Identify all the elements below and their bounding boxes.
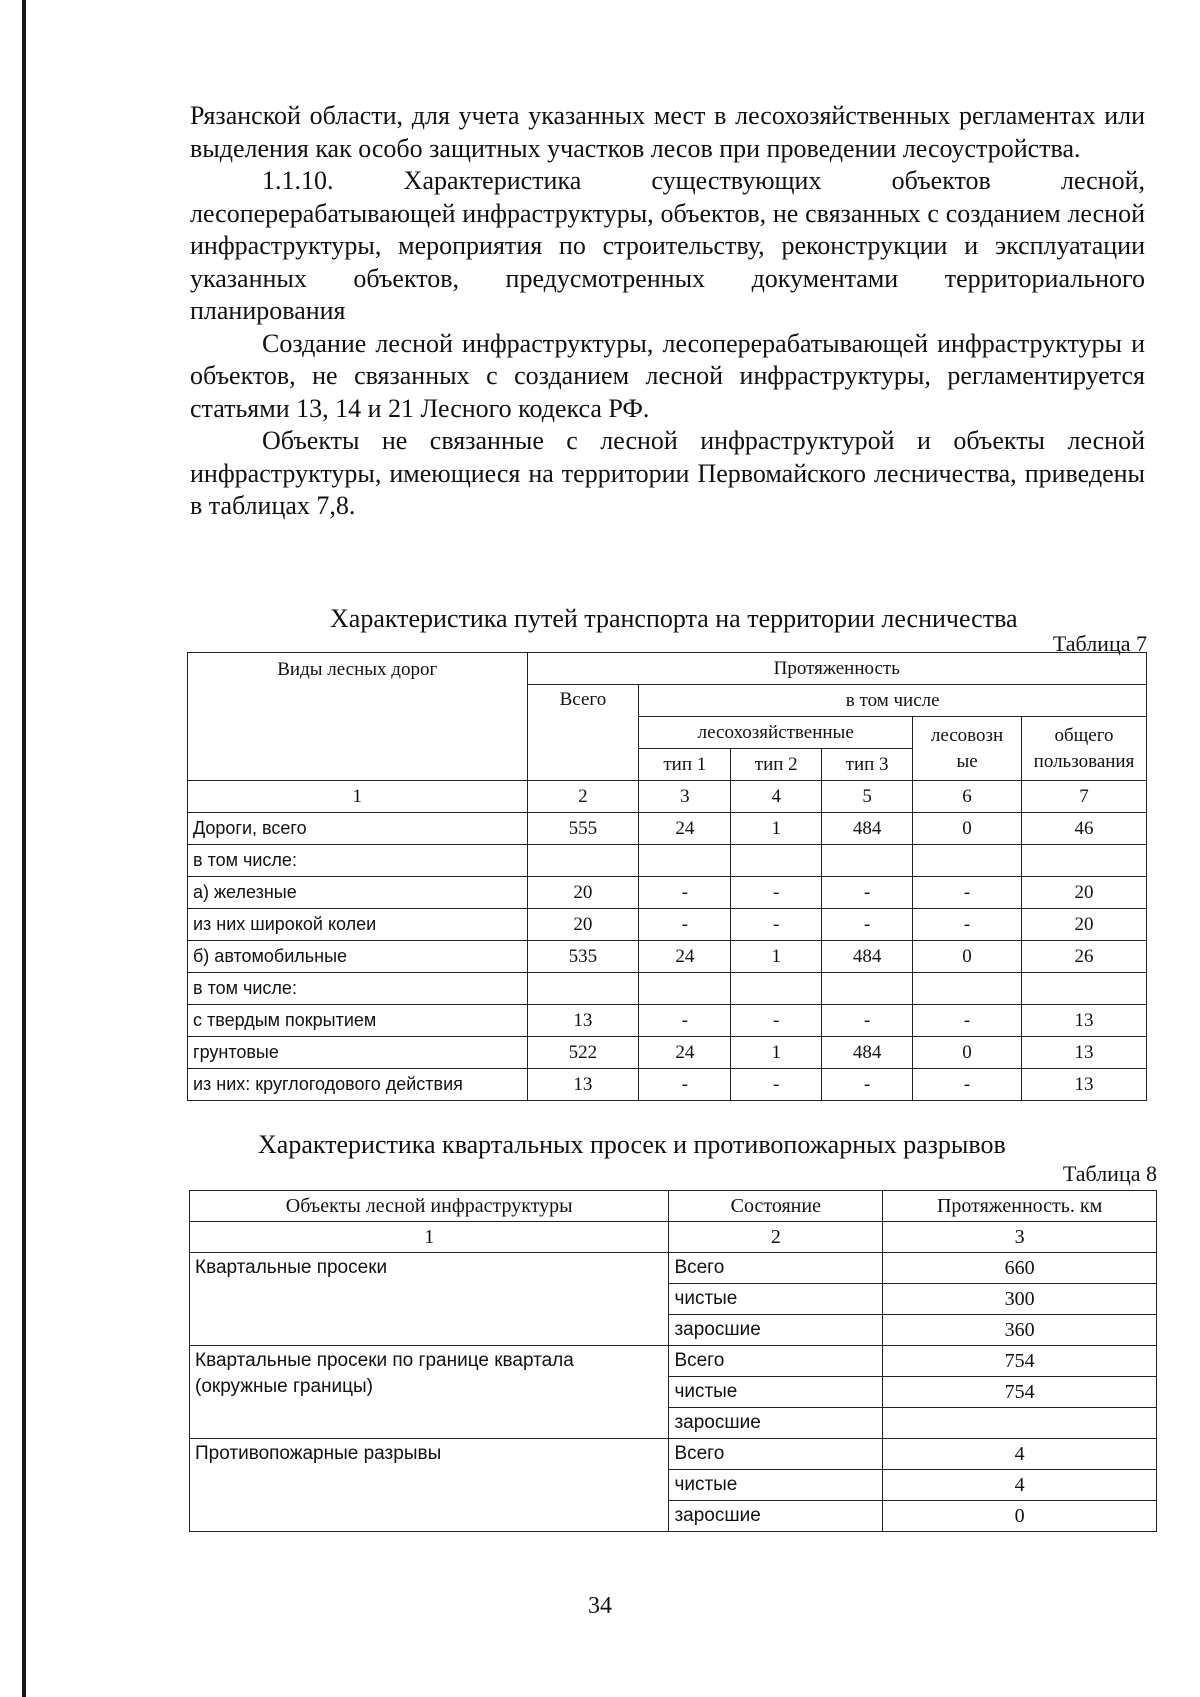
state-cell: Всего bbox=[669, 1346, 883, 1377]
length-cell: 754 bbox=[883, 1377, 1157, 1408]
col-number: 3 bbox=[639, 781, 731, 813]
table-row bbox=[188, 1037, 1147, 1069]
table-row bbox=[188, 909, 1147, 941]
cell-public: 26 bbox=[1022, 941, 1147, 973]
cell-type3: - bbox=[822, 877, 913, 909]
object-label: Противопожарные разрывы bbox=[190, 1439, 669, 1532]
cell-type2 bbox=[731, 973, 822, 1005]
paragraph-continuation: Рязанской области, для учета указанных мест в лесохозяйственных регламентах или выделения как особо защитных участков лесов при проведении лесоустройства. bbox=[190, 101, 1145, 163]
cell-type3 bbox=[822, 845, 913, 877]
object-label: Квартальные просеки bbox=[190, 1253, 669, 1346]
header-road-types: Виды лесных дорог bbox=[188, 653, 528, 781]
header-objects: Объекты лесной инфраструктуры bbox=[190, 1191, 669, 1222]
col-number: 4 bbox=[731, 781, 822, 813]
object-label: Квартальные просеки по границе квартала (окружные границы) bbox=[190, 1346, 669, 1439]
cell-timber bbox=[913, 845, 1022, 877]
length-cell: 4 bbox=[883, 1470, 1157, 1501]
cell-timber: 0 bbox=[913, 941, 1022, 973]
row-label: б) автомобильные bbox=[188, 941, 528, 973]
cell-total bbox=[527, 845, 639, 877]
table8-number: Таблица 8 bbox=[1062, 1161, 1157, 1186]
cell-type3: 484 bbox=[822, 1037, 913, 1069]
table-row bbox=[190, 1439, 1157, 1470]
row-label: с твердым покрытием bbox=[188, 1005, 528, 1037]
cell-type1: 24 bbox=[639, 813, 731, 845]
row-label: Дороги, всего bbox=[188, 813, 528, 845]
header-public: общего пользования bbox=[1022, 717, 1147, 781]
cell-type3: - bbox=[822, 1005, 913, 1037]
section-heading-1-1-10: 1.1.10. Характеристика существующих объектов лесной, лесоперерабатывающей инфраструктуры, объектов, не связанных с созданием лесной инфраструктуры, мероприятия по строительству, реконструкции и эксплуатации указанных объектов, предусмотренных документами территориального планирования bbox=[190, 166, 1145, 325]
table8-clearings-firebreaks bbox=[189, 1190, 1157, 1532]
col-number: 5 bbox=[822, 781, 913, 813]
cell-type1: 24 bbox=[639, 941, 731, 973]
paragraph-regulation: Создание лесной инфраструктуры, лесоперерабатывающей инфраструктуры и объектов, не связанных с созданием лесной инфраструктуры, регламентируется статьями 13, 14 и 21 Лесного кодекса РФ. bbox=[190, 328, 1145, 423]
cell-public: 20 bbox=[1022, 877, 1147, 909]
header-length-km: Протяженность. км bbox=[883, 1191, 1157, 1222]
state-cell: Всего bbox=[669, 1253, 883, 1284]
length-cell: 0 bbox=[883, 1501, 1157, 1532]
length-cell bbox=[883, 1408, 1157, 1439]
table-row bbox=[188, 1069, 1147, 1101]
state-cell: чистые bbox=[669, 1377, 883, 1408]
length-cell: 4 bbox=[883, 1439, 1157, 1470]
cell-timber: - bbox=[913, 1005, 1022, 1037]
cell-type2: 1 bbox=[731, 1037, 822, 1069]
state-cell: Всего bbox=[669, 1439, 883, 1470]
cell-type2: 1 bbox=[731, 813, 822, 845]
length-cell: 360 bbox=[883, 1315, 1157, 1346]
cell-type2: - bbox=[731, 1069, 822, 1101]
cell-type2: 1 bbox=[731, 941, 822, 973]
row-label: в том числе: bbox=[188, 973, 528, 1005]
col-number: 2 bbox=[527, 781, 639, 813]
length-cell: 660 bbox=[883, 1253, 1157, 1284]
table-row bbox=[188, 813, 1147, 845]
state-cell: заросшие bbox=[669, 1315, 883, 1346]
header-timber: лесовозн ые bbox=[913, 717, 1022, 781]
cell-type2: - bbox=[731, 877, 822, 909]
row-label: грунтовые bbox=[188, 1037, 528, 1069]
row-label: из них широкой колеи bbox=[188, 909, 528, 941]
header-total: Всего bbox=[527, 685, 639, 781]
table-row bbox=[190, 1253, 1157, 1284]
binding-edge-line bbox=[22, 0, 26, 1697]
row-label: из них: круглогодового действия bbox=[188, 1069, 528, 1101]
cell-type3: - bbox=[822, 909, 913, 941]
header-type2: тип 2 bbox=[731, 749, 822, 781]
header-length: Протяженность bbox=[527, 653, 1147, 685]
cell-public: 13 bbox=[1022, 1037, 1147, 1069]
cell-public: 46 bbox=[1022, 813, 1147, 845]
cell-total bbox=[527, 973, 639, 1005]
cell-timber bbox=[913, 973, 1022, 1005]
length-cell: 300 bbox=[883, 1284, 1157, 1315]
state-cell: заросшие bbox=[669, 1408, 883, 1439]
cell-public: 20 bbox=[1022, 909, 1147, 941]
cell-type1: 24 bbox=[639, 1037, 731, 1069]
cell-public: 13 bbox=[1022, 1069, 1147, 1101]
cell-timber: 0 bbox=[913, 813, 1022, 845]
cell-type3 bbox=[822, 973, 913, 1005]
table7-transport-roads bbox=[187, 652, 1147, 1101]
cell-timber: - bbox=[913, 877, 1022, 909]
cell-type3: - bbox=[822, 1069, 913, 1101]
col-number: 3 bbox=[883, 1222, 1157, 1253]
page-number: 34 bbox=[588, 1593, 612, 1619]
cell-total: 13 bbox=[527, 1069, 639, 1101]
state-cell: чистые bbox=[669, 1284, 883, 1315]
cell-type1: - bbox=[639, 1069, 731, 1101]
body-text bbox=[190, 100, 1145, 523]
cell-type1 bbox=[639, 973, 731, 1005]
table-row bbox=[188, 941, 1147, 973]
header-type1: тип 1 bbox=[639, 749, 731, 781]
length-cell: 754 bbox=[883, 1346, 1157, 1377]
cell-public bbox=[1022, 973, 1147, 1005]
cell-public: 13 bbox=[1022, 1005, 1147, 1037]
table7-number: Таблица 7 bbox=[1052, 631, 1147, 656]
col-number: 6 bbox=[913, 781, 1022, 813]
cell-type3: 484 bbox=[822, 813, 913, 845]
column-numbers-row bbox=[190, 1222, 1157, 1253]
cell-type1: - bbox=[639, 909, 731, 941]
state-cell: заросшие bbox=[669, 1501, 883, 1532]
table7-title: Характеристика путей транспорта на территории лесничества bbox=[330, 604, 1018, 633]
table-row bbox=[188, 845, 1147, 877]
cell-total: 20 bbox=[527, 877, 639, 909]
header-type3: тип 3 bbox=[822, 749, 913, 781]
cell-total: 13 bbox=[527, 1005, 639, 1037]
cell-timber: 0 bbox=[913, 1037, 1022, 1069]
header-including: в том числе bbox=[639, 685, 1147, 717]
cell-timber: - bbox=[913, 1069, 1022, 1101]
cell-type1: - bbox=[639, 1005, 731, 1037]
column-numbers-row bbox=[188, 781, 1147, 813]
paragraph-objects: Объекты не связанные с лесной инфраструктурой и объекты лесной инфраструктуры, имеющиеся на территории Первомайского лесничества, приведены в таблицах 7,8. bbox=[190, 426, 1145, 520]
cell-type2: - bbox=[731, 909, 822, 941]
col-number: 7 bbox=[1022, 781, 1147, 813]
cell-type2 bbox=[731, 845, 822, 877]
cell-total: 522 bbox=[527, 1037, 639, 1069]
row-label: а) железные bbox=[188, 877, 528, 909]
cell-total: 20 bbox=[527, 909, 639, 941]
header-forestry: лесохозяйственные bbox=[639, 717, 913, 749]
table-row bbox=[188, 877, 1147, 909]
cell-type1 bbox=[639, 845, 731, 877]
col-number: 2 bbox=[669, 1222, 883, 1253]
cell-type2: - bbox=[731, 1005, 822, 1037]
cell-total: 555 bbox=[527, 813, 639, 845]
table-row bbox=[190, 1346, 1157, 1377]
cell-type1: - bbox=[639, 877, 731, 909]
col-number: 1 bbox=[190, 1222, 669, 1253]
cell-public bbox=[1022, 845, 1147, 877]
cell-timber: - bbox=[913, 909, 1022, 941]
table-row bbox=[188, 973, 1147, 1005]
header-state: Состояние bbox=[669, 1191, 883, 1222]
col-number: 1 bbox=[188, 781, 528, 813]
row-label: в том числе: bbox=[188, 845, 528, 877]
state-cell: чистые bbox=[669, 1470, 883, 1501]
table8-title: Характеристика квартальных просек и противопожарных разрывов bbox=[258, 1130, 1006, 1159]
cell-total: 535 bbox=[527, 941, 639, 973]
table-row bbox=[188, 1005, 1147, 1037]
cell-type3: 484 bbox=[822, 941, 913, 973]
